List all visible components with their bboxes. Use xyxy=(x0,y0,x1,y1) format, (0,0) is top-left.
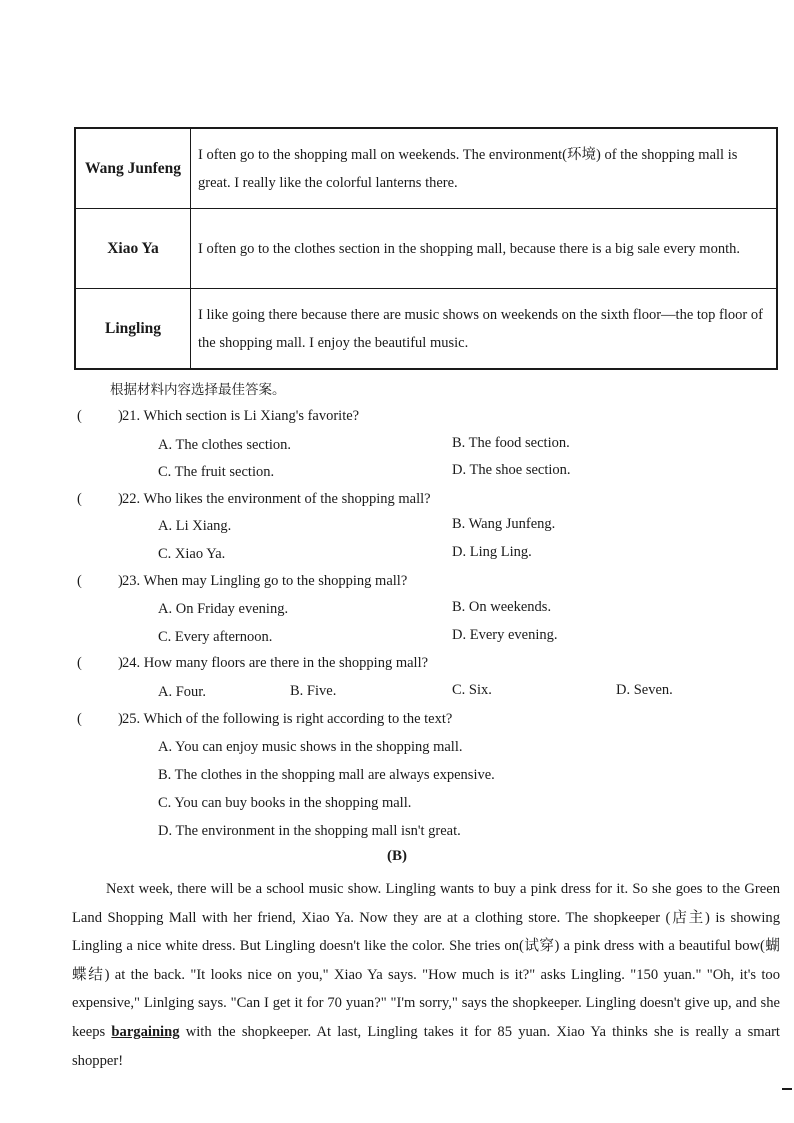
answer-blank-open[interactable]: ( xyxy=(77,655,82,671)
table-row xyxy=(75,289,777,370)
option-d[interactable]: D. The shoe section. xyxy=(452,462,571,478)
passage-text-before: Next week, there will be a school music show. Lingling wants to buy a pink dress for it. So she goes to the Green Land Shopping Mall with her friend, Xiao Ya. Now they are at a clothing store. The shopkeeper (店主) is showing Lingling a nice white dress. But Lingling doesn't like the color. She tries on(试穿) a pink dress with a beautiful bow(蝴蝶结) at the back. "It looks nice on you," Xiao Ya says. "How much is it?" asks Lingling. "150 yuan." "Oh, it's too expensive," Linlging says. "Can I get it for 70 yuan?" "I'm sorry," says the shopkeeper. Lingling doesn't give up, and she keeps xyxy=(72,881,780,1040)
question-stem: 23. When may Lingling go to the shopping mall? xyxy=(122,573,408,589)
person-comment: I like going there because there are music shows on weekends on the sixth floor—the top floor of the shopping mall. I enjoy the beautiful music. xyxy=(191,289,778,370)
table-row xyxy=(75,209,777,289)
option-d[interactable]: D. Seven. xyxy=(616,682,673,698)
passage-text-after: with the shopkeeper. At last, Lingling takes it for 85 yuan. Xiao Ya thinks she is really a smart shopper! xyxy=(72,1023,780,1069)
answer-blank-close: ) xyxy=(118,408,123,424)
option-a[interactable]: A. The clothes section. xyxy=(158,437,292,453)
option-d[interactable]: D. Every evening. xyxy=(452,627,558,643)
opinions-table xyxy=(74,127,778,370)
option-b[interactable]: B. Wang Junfeng. xyxy=(452,516,556,532)
answer-blank-open[interactable]: ( xyxy=(77,408,82,424)
answer-blank-close: ) xyxy=(118,655,123,671)
person-name: Wang Junfeng xyxy=(75,128,191,209)
person-name: Xiao Ya xyxy=(75,209,191,289)
question-stem: 22. Who likes the environment of the shopping mall? xyxy=(122,491,431,507)
option-c[interactable]: C. Xiao Ya. xyxy=(158,546,226,562)
reading-passage xyxy=(72,875,780,1075)
person-comment: I often go to the clothes section in the shopping mall, because there is a big sale every month. xyxy=(191,209,778,289)
question-stem: 21. Which section is Li Xiang's favorite? xyxy=(122,408,360,424)
answer-blank-close: ) xyxy=(118,711,123,727)
answer-blank-open[interactable]: ( xyxy=(77,711,82,727)
option-b[interactable]: B. The food section. xyxy=(452,435,570,451)
answer-blank-close: ) xyxy=(118,573,123,589)
question-stem: 25. Which of the following is right according to the text? xyxy=(122,711,453,727)
option-a[interactable]: A. You can enjoy music shows in the shopping mall. xyxy=(158,739,463,755)
option-c[interactable]: C. You can buy books in the shopping mall. xyxy=(158,795,412,811)
page-edge-mark xyxy=(782,1088,792,1090)
section-b-title: (B) xyxy=(387,848,407,864)
option-b[interactable]: B. Five. xyxy=(290,683,337,699)
underlined-word: bargaining xyxy=(111,1023,180,1040)
option-c[interactable]: C. The fruit section. xyxy=(158,464,275,480)
instruction: 根据材料内容选择最佳答案。 xyxy=(110,382,286,398)
option-c[interactable]: C. Six. xyxy=(452,682,492,698)
answer-blank-open[interactable]: ( xyxy=(77,573,82,589)
option-c[interactable]: C. Every afternoon. xyxy=(158,629,273,645)
person-name: Lingling xyxy=(75,289,191,370)
option-d[interactable]: D. Ling Ling. xyxy=(452,544,532,560)
person-comment: I often go to the shopping mall on weekends. The environment(环境) of the shopping mall is great. I really like the colorful lanterns there. xyxy=(191,128,778,209)
option-a[interactable]: A. On Friday evening. xyxy=(158,601,289,617)
option-d[interactable]: D. The environment in the shopping mall isn't great. xyxy=(158,823,461,839)
question-stem: 24. How many floors are there in the shopping mall? xyxy=(122,655,429,671)
answer-blank-close: ) xyxy=(118,491,123,507)
table-row xyxy=(75,128,777,209)
option-a[interactable]: A. Four. xyxy=(158,684,206,700)
answer-blank-open[interactable]: ( xyxy=(77,491,82,507)
option-b[interactable]: B. The clothes in the shopping mall are always expensive. xyxy=(158,767,495,783)
option-b[interactable]: B. On weekends. xyxy=(452,599,552,615)
option-a[interactable]: A. Li Xiang. xyxy=(158,518,232,534)
